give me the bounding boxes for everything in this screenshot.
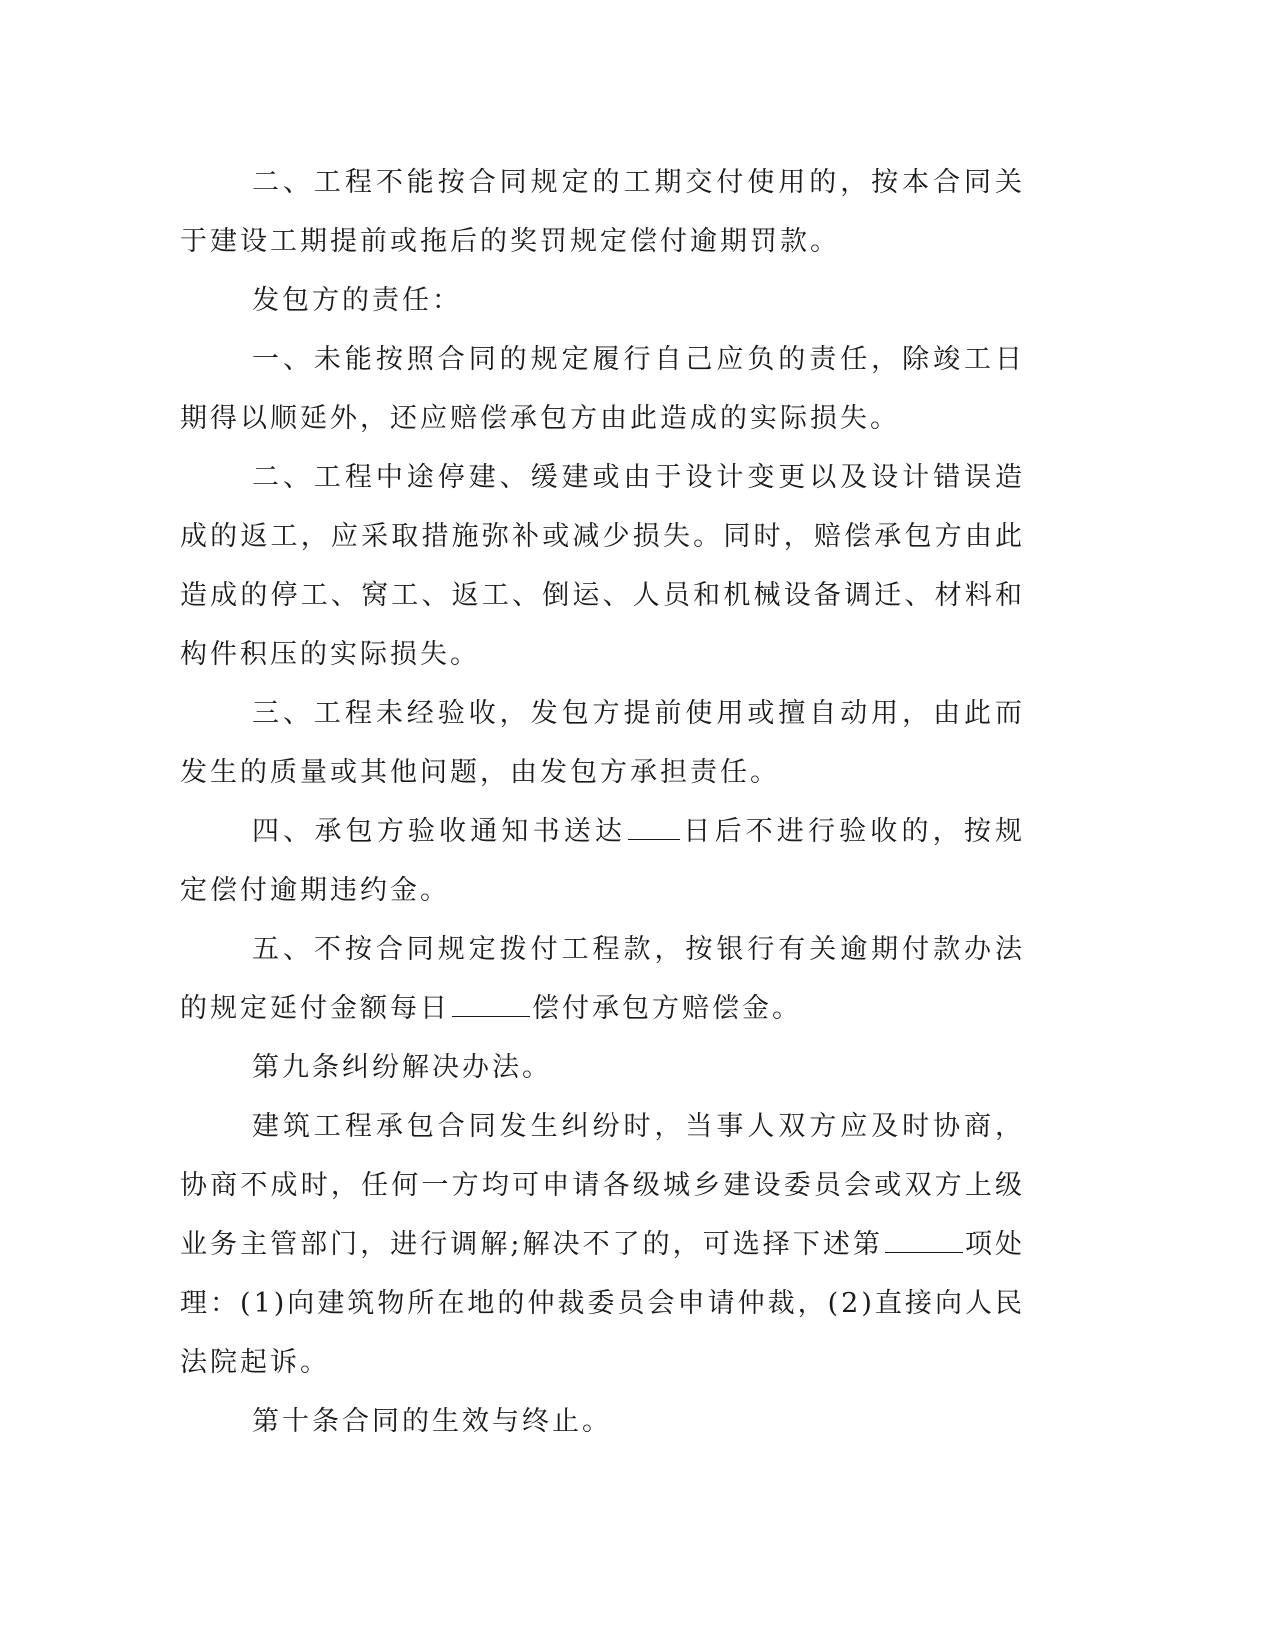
paragraph-text-before-blank: 五、不按合同规定拨付工程款，按银行有关逾期付款办法的规定延付金额每日	[180, 934, 1025, 1024]
paragraph-employer-duty-5	[180, 920, 1025, 1038]
fill-in-blank-daily-rate	[452, 989, 530, 1017]
paragraph-employer-duty-2: 二、工程中途停建、缓建或由于设计变更以及设计错误造成的返工，应采取措施弥补或减少损失。同时，赔偿承包方由此造成的停工、窝工、返工、倒运、人员和机械设备调迁、材料和构件积压的实际损失。	[180, 462, 1025, 670]
section-heading-employer-liability: 发包方的责任：	[252, 285, 462, 316]
paragraph-employer-duty-3: 三、工程未经验收，发包方提前使用或擅自动用，由此而发生的质量或其他问题，由发包方承担责任。	[180, 698, 1025, 788]
fill-in-blank-option-number	[885, 1225, 963, 1253]
paragraph-text-after-blank: 日后不进行验收的，按规定偿付逾期违约金。	[180, 816, 1026, 906]
paragraph-text-after-blank: 项处理：(1)向建筑物所在地的仲裁委员会申请仲裁，(2)直接向人民法院起诉。	[180, 1229, 1025, 1378]
paragraph-employer-duty-4	[180, 802, 1025, 920]
paragraph-text-before-blank: 建筑工程承包合同发生纠纷时，当事人双方应及时协商，协商不成时，任何一方均可申请各级城乡建设委员会或双方上级业务主管部门，进行调解;解决不了的，可选择下述第	[180, 1111, 1025, 1260]
fill-in-blank-days	[628, 812, 680, 840]
paragraph-contractor-delay-penalty: 二、工程不能按合同规定的工期交付使用的，按本合同关于建设工期提前或拖后的奖罚规定偿付逾期罚款。	[180, 167, 1025, 257]
article-10-heading: 第十条合同的生效与终止。	[252, 1406, 612, 1437]
document-body	[180, 153, 1025, 1451]
paragraph-text-before-blank: 四、承包方验收通知书送达	[252, 816, 627, 847]
paragraph-employer-duty-1: 一、未能按照合同的规定履行自己应负的责任，除竣工日期得以顺延外，还应赔偿承包方由此造成的实际损失。	[180, 344, 1025, 434]
paragraph-text-after-blank: 偿付承包方赔偿金。	[532, 993, 802, 1024]
paragraph-dispute-resolution	[180, 1097, 1025, 1392]
article-9-heading: 第九条纠纷解决办法。	[252, 1052, 552, 1083]
